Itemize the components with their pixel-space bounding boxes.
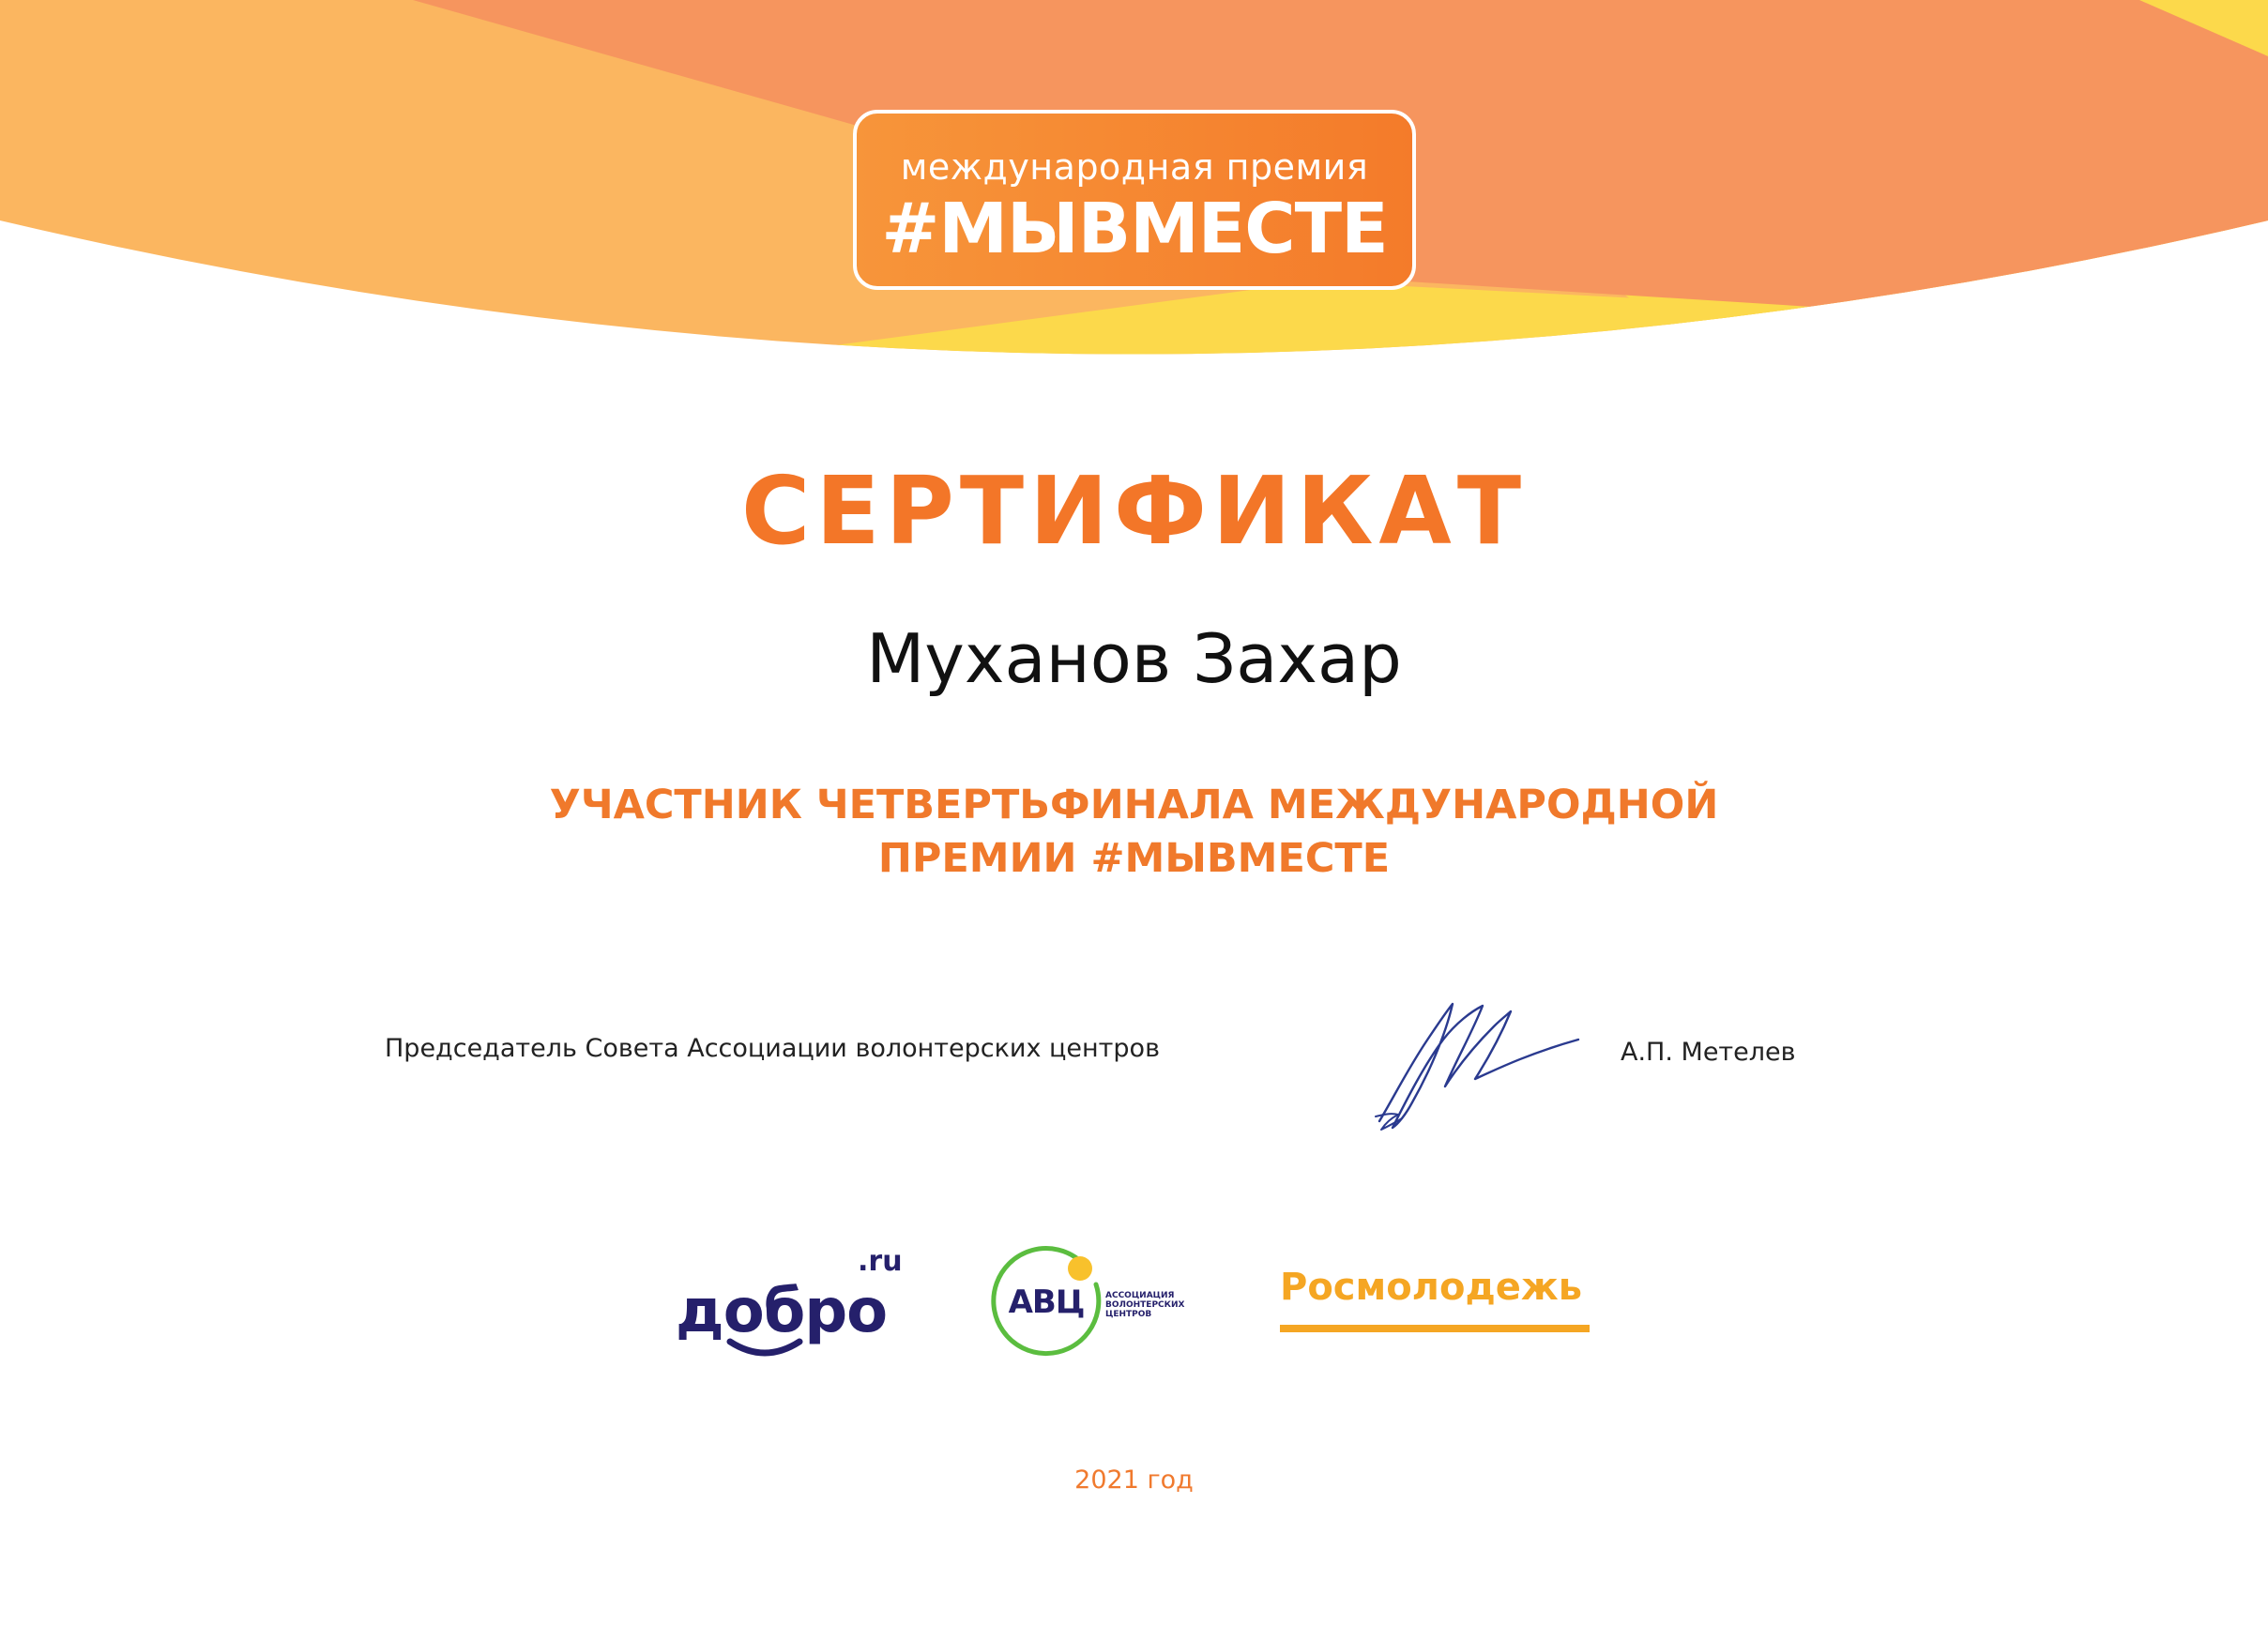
handwritten-signature	[1370, 985, 1586, 1135]
award-logo-badge	[853, 110, 1416, 290]
award-description-line-1: УЧАСТНИК ЧЕТВЕРТЬФИНАЛА МЕЖДУНАРОДНОЙ	[549, 782, 1719, 828]
signatory-name: А.П. Метелев	[1621, 1038, 1796, 1067]
badge-subtitle: международная премия	[900, 146, 1369, 188]
dobro-ru-logo	[676, 1245, 910, 1360]
issue-year: 2021 год	[1074, 1466, 1194, 1495]
dobro-logo-suffix: .ru	[858, 1245, 903, 1278]
rosmolodezh-underline	[1280, 1325, 1590, 1332]
certificate-title: СЕРТИФИКАТ	[740, 456, 1528, 566]
avc-caption-line: ЦЕНТРОВ	[1105, 1310, 1152, 1319]
rosmolodezh-logo-word: Росмолодежь	[1280, 1266, 1582, 1309]
avc-caption-line: АССОЦИАЦИЯ	[1105, 1291, 1175, 1300]
signatory-position: Председатель Совета Ассоциации волонтерских центров	[385, 1034, 1160, 1063]
rosmolodezh-logo	[1280, 1268, 1590, 1340]
dobro-logo-word: добро	[676, 1277, 888, 1346]
avc-logo	[985, 1243, 1210, 1365]
avc-logo-letters: АВЦ	[1008, 1283, 1085, 1321]
smile-icon	[676, 1245, 910, 1360]
recipient-name: Муханов Захар	[866, 619, 1402, 698]
badge-hashtag: #МЫВМЕСТЕ	[881, 189, 1388, 269]
award-description-line-2: ПРЕМИИ #МЫВМЕСТЕ	[877, 835, 1391, 882]
avc-caption-line: ВОЛОНТЕРСКИХ	[1105, 1300, 1185, 1310]
